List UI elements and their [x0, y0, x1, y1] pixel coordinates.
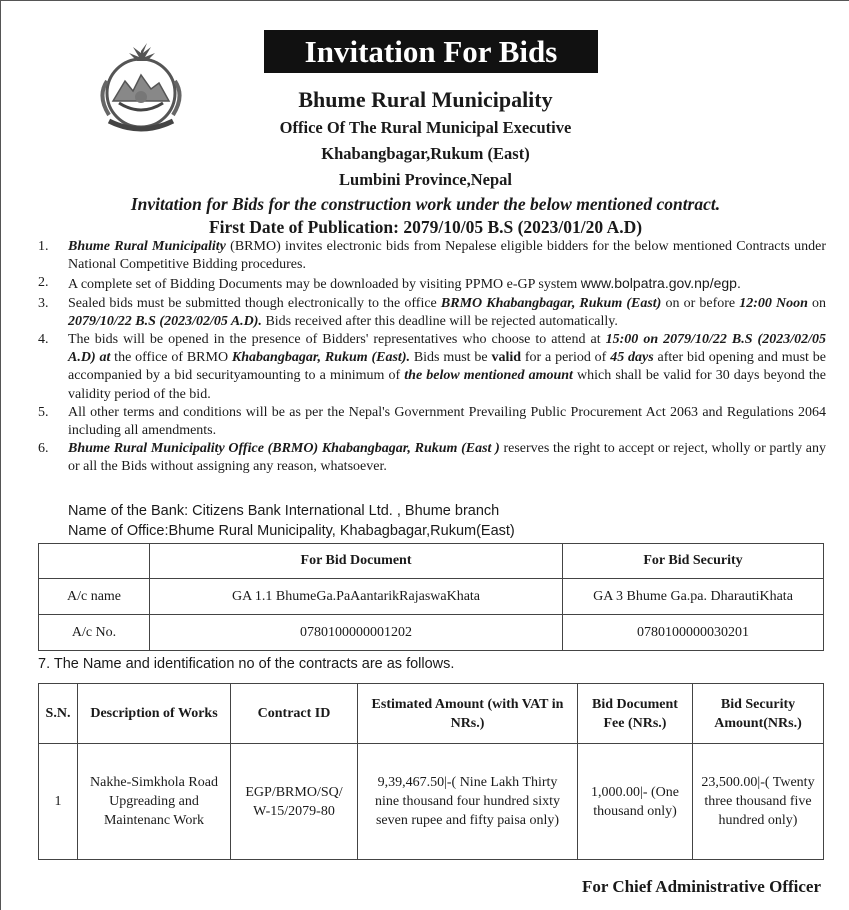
table-header-row: For Bid Document For Bid Security	[39, 544, 824, 579]
contract-table	[38, 683, 824, 860]
list-item: 2. A complete set of Bidding Documents may be downloaded by visiting PPMO e-GP system www.bolpatra.gov.np/egp.	[38, 275, 741, 293]
list-item: 5. All other terms and conditions will be as per the Nepal's Government Prevailing Public Procurement Act 2063 and Regulations 2064 including all amendments.	[38, 404, 826, 439]
province-name: Lumbini Province,Nepal	[339, 170, 512, 189]
list-item: 4. The bids will be opened in the presence of Bidders' representatives who choose to attend at 15:00 on 2079/10/22 B.S (2023/02/05 A.D) at the office of BRMO Khabangbagar, Rukum (East). Bids must be valid for a period of 45 days after bid opening and must be accompanied by a bid securityamounting to a minimum of the below mentioned amount which shall be valid for 30 days beyond the validity period of the bid.	[38, 332, 826, 402]
signatory-line: For Chief Administrative Officer	[581, 877, 821, 896]
list-item: 1. Bhume Rural Municipality (BRMO) invites electronic bids from Nepalese eligible bidders for the below mentioned Contracts under National Competitive Bidding procedures.	[38, 239, 826, 273]
table-row: 1 Nakhe-Simkhola Road Upgreading and Maintenanc Work EGP/BRMO/SQ/ W-15/2079-80 9,39,467.50|-( Nine Lakh Thirty nine thousand four hundred sixty seven rupee and fifty paisa only) 1,000.00|- (One thousand only) 23,500.00|-( Twenty three thousand five hundred only)	[39, 744, 824, 860]
table-row: A/c No. 0780100000001202 0780100000030201	[39, 615, 824, 651]
list-item: 3. Sealed bids must be submitted though electronically to the office BRMO Khabangbagar, Rukum (East) on or before 12:00 Noon on 2079/10/22 B.S (2023/02/05 A.D). Bids received after this deadline will be rejected automatically.	[38, 295, 827, 329]
terms-list	[38, 238, 826, 477]
table-header-row: S.N. Description of Works Contract ID Estimated Amount (with VAT in NRs.) Bid Document Fee (NRs.) Bid Security Amount(NRs.)	[39, 684, 824, 744]
table-row: A/c name GA 1.1 BhumeGa.PaAantarikRajaswaKhata GA 3 Bhume Ga.pa. DharautiKhata	[39, 579, 824, 615]
bank-name-line: Name of the Bank: Citizens Bank International Ltd. , Bhume branch	[68, 503, 500, 519]
publication-date: First Date of Publication: 2079/10/05 B.S (2023/01/20 A.D)	[208, 217, 643, 237]
invitation-line: Invitation for Bids for the construction work under the below mentioned contract.	[130, 194, 721, 214]
account-table	[38, 543, 824, 651]
municipality-name: Bhume Rural Municipality	[298, 87, 553, 112]
contracts-intro: 7. The Name and identification no of the contracts are as follows.	[38, 656, 455, 672]
page-title: Invitation For Bids	[264, 30, 598, 73]
bolpatra-link[interactable]: www.bolpatra.gov.np/egp.	[580, 275, 741, 292]
office-name-line: Name of Office:Bhume Rural Municipality, Khabagbagar,Rukum(East)	[68, 523, 515, 539]
office-name: Office Of The Rural Municipal Executive	[279, 118, 572, 137]
list-item: 6. Bhume Rural Municipality Office (BRMO) Khabangbagar, Rukum (East ) reserves the right to accept or reject, wholly or partly any or all the Bids without assigning any reason, whatsoever.	[38, 441, 826, 475]
office-address: Khabangbagar,Rukum (East)	[321, 144, 530, 163]
